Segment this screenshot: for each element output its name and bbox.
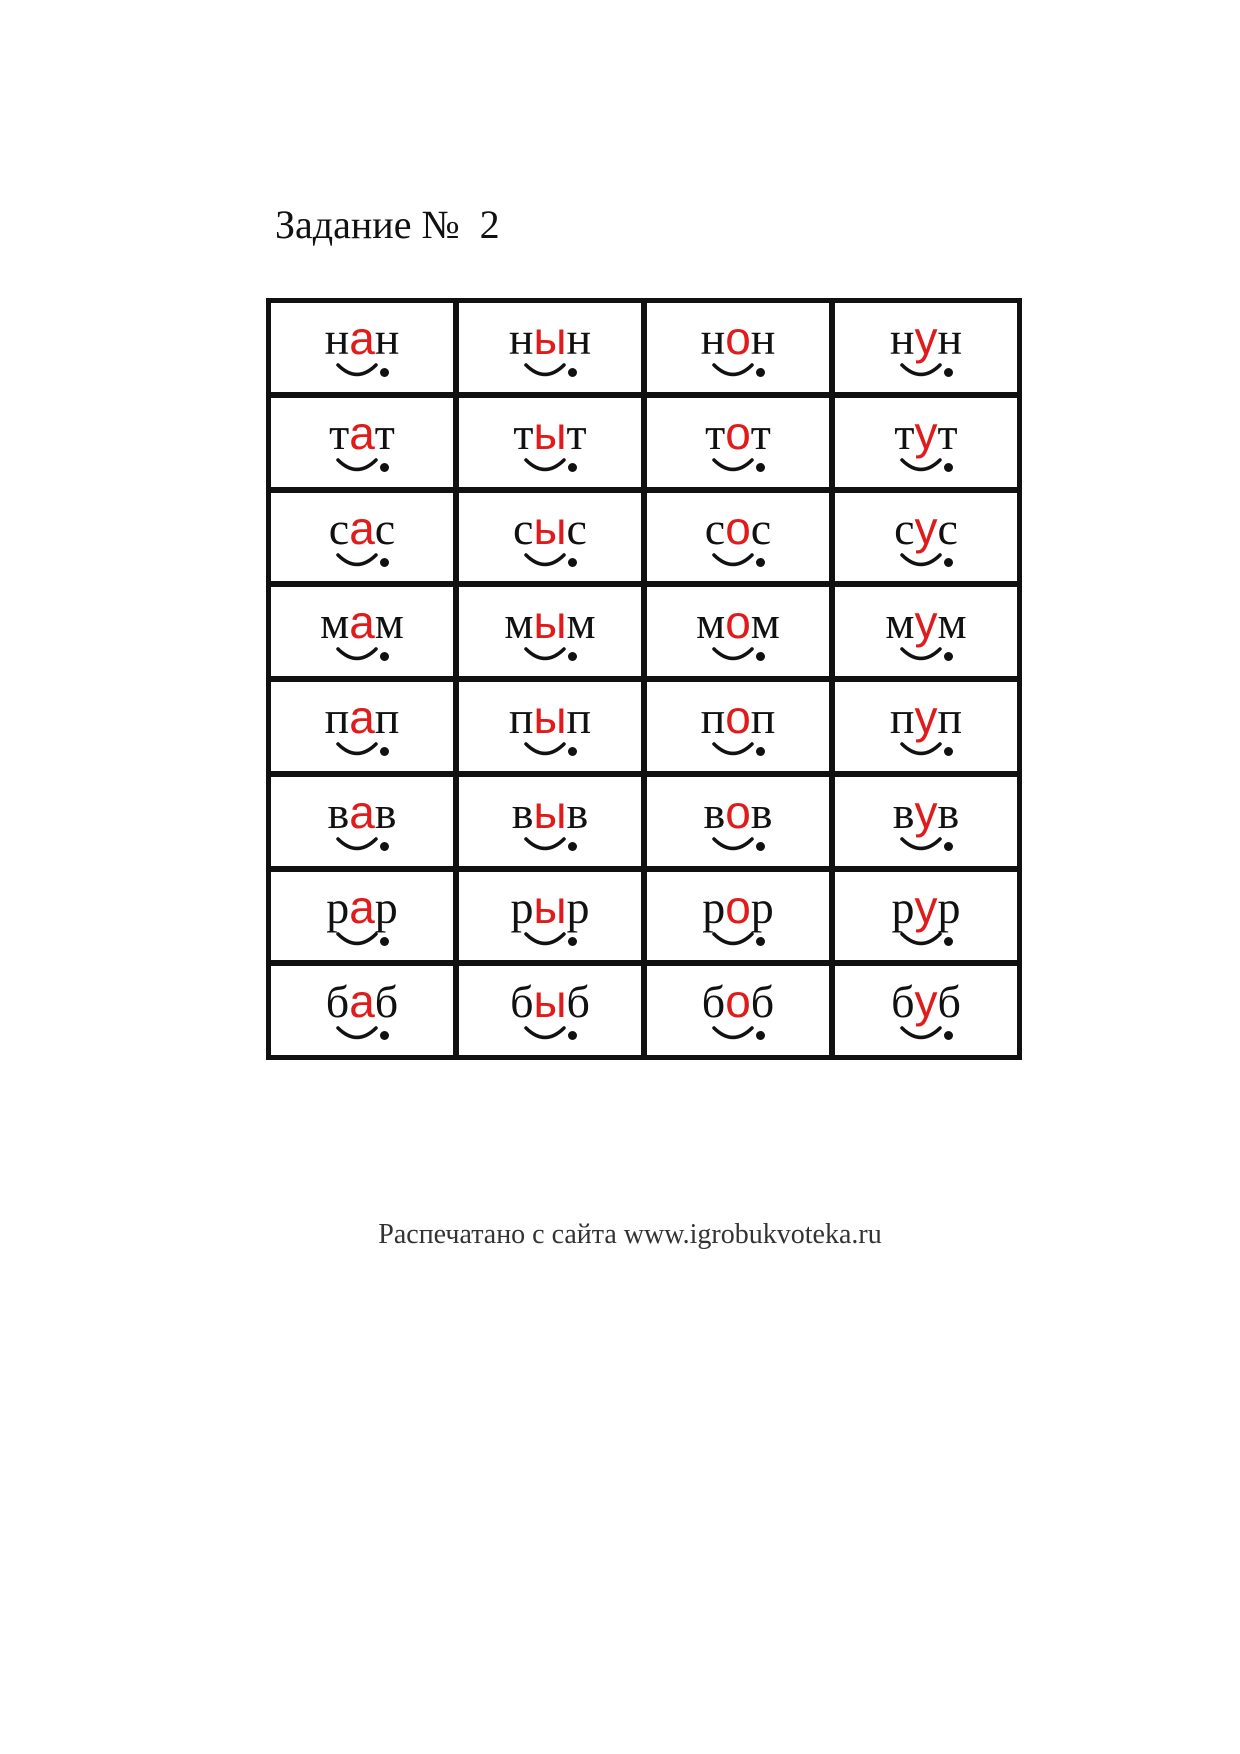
syllable-vowel: у [914, 312, 938, 364]
syllable-card [881, 398, 971, 481]
syllable-vowel: о [725, 975, 751, 1028]
reading-marks [881, 455, 971, 481]
syllable-word [696, 596, 780, 649]
syllable-vowel: у [914, 501, 938, 554]
syllable-last-consonant: м [566, 597, 596, 649]
syllable-cell [271, 966, 453, 1055]
merge-arc-icon [335, 550, 379, 572]
syllable-cell [271, 682, 453, 771]
syllable-last-consonant: т [566, 407, 587, 459]
syllable-last-consonant: с [374, 502, 396, 554]
syllable-last-consonant: т [750, 407, 771, 459]
consonant-dot-icon [568, 1031, 577, 1040]
syllable-card [693, 872, 783, 955]
consonant-dot-icon [380, 368, 389, 377]
merge-arc-icon [335, 739, 379, 761]
merge-arc-icon [899, 929, 943, 951]
merge-arc-icon [711, 360, 755, 382]
syllable-last-consonant: п [566, 692, 592, 743]
footer-source-note: Распечатано с сайта www.igrobukvoteka.ru [378, 1219, 882, 1250]
syllable-vowel: у [914, 880, 938, 933]
syllable-first-consonant: с [894, 502, 915, 554]
syllable-vowel: а [349, 406, 375, 459]
syllable-last-consonant: с [937, 502, 958, 554]
syllable-cell [647, 682, 829, 771]
syllable-word [700, 691, 776, 743]
syllable-first-consonant: р [510, 881, 534, 933]
merge-arc-icon [711, 834, 755, 856]
syllable-word [702, 880, 774, 933]
consonant-dot-icon [756, 558, 765, 567]
syllable-card [317, 966, 407, 1049]
syllable-cell [647, 303, 829, 392]
syllable-vowel: у [914, 975, 938, 1028]
syllable-word [508, 312, 592, 364]
merge-arc-icon [899, 1023, 943, 1045]
syllable-cell [835, 872, 1017, 961]
syllable-cell [271, 398, 453, 487]
syllable-last-consonant: п [374, 692, 400, 743]
syllable-cell [459, 493, 641, 582]
merge-arc-icon [711, 739, 755, 761]
syllable-last-consonant: т [374, 407, 395, 459]
syllable-cell [647, 777, 829, 866]
consonant-dot-icon [568, 842, 577, 851]
syllable-cell [271, 872, 453, 961]
syllable-last-consonant: т [937, 407, 958, 459]
syllable-card [881, 303, 971, 386]
syllable-card [505, 872, 595, 955]
syllable-cell [459, 587, 641, 676]
syllable-card [505, 493, 595, 576]
reading-marks [505, 929, 595, 955]
merge-arc-icon [523, 360, 567, 382]
syllable-card [881, 682, 971, 765]
reading-marks [881, 929, 971, 955]
syllable-first-consonant: т [329, 407, 350, 459]
syllable-word [700, 312, 776, 364]
syllable-word [324, 691, 400, 743]
syllable-cell [835, 682, 1017, 771]
merge-arc-icon [899, 455, 943, 477]
syllable-first-consonant: т [894, 407, 915, 459]
syllable-last-consonant: б [937, 976, 961, 1028]
syllable-card [881, 966, 971, 1049]
syllable-card [693, 587, 783, 670]
syllable-cell [459, 966, 641, 1055]
syllable-card [881, 493, 971, 576]
syllable-first-consonant: н [889, 313, 915, 364]
reading-marks [317, 739, 407, 765]
reading-marks [693, 1023, 783, 1049]
syllable-last-consonant: р [566, 881, 590, 933]
syllable-last-consonant: м [374, 597, 404, 649]
syllable-card [881, 872, 971, 955]
reading-marks [317, 550, 407, 576]
syllable-last-consonant: п [750, 692, 776, 743]
consonant-dot-icon [944, 463, 953, 472]
consonant-dot-icon [944, 558, 953, 567]
syllable-vowel: о [725, 785, 751, 838]
consonant-dot-icon [568, 368, 577, 377]
merge-arc-icon [523, 739, 567, 761]
syllable-card [693, 682, 783, 765]
syllable-word [327, 785, 397, 838]
syllable-cell [459, 872, 641, 961]
consonant-dot-icon [568, 937, 577, 946]
syllable-word [894, 501, 958, 554]
syllable-vowel: о [725, 501, 751, 554]
merge-arc-icon [335, 1023, 379, 1045]
merge-arc-icon [335, 834, 379, 856]
syllable-first-consonant: м [885, 597, 915, 649]
syllable-vowel: ы [533, 975, 567, 1028]
merge-arc-icon [899, 834, 943, 856]
reading-marks [881, 1023, 971, 1049]
syllable-word [328, 501, 396, 554]
syllable-word [703, 785, 773, 838]
syllable-first-consonant: п [324, 692, 350, 743]
reading-marks [317, 834, 407, 860]
syllable-cell [459, 398, 641, 487]
reading-marks [881, 834, 971, 860]
syllable-last-consonant: в [937, 786, 960, 838]
merge-arc-icon [523, 1023, 567, 1045]
consonant-dot-icon [380, 652, 389, 661]
reading-marks [693, 455, 783, 481]
consonant-dot-icon [756, 842, 765, 851]
syllable-vowel: у [914, 596, 938, 649]
syllable-cell [647, 398, 829, 487]
syllable-card [317, 587, 407, 670]
syllable-cell [459, 777, 641, 866]
syllable-first-consonant: м [320, 597, 350, 649]
consonant-dot-icon [756, 463, 765, 472]
syllable-card [317, 303, 407, 386]
syllable-first-consonant: в [327, 786, 350, 838]
syllable-first-consonant: с [704, 502, 726, 554]
reading-marks [505, 550, 595, 576]
syllable-first-consonant: б [701, 976, 726, 1028]
consonant-dot-icon [756, 747, 765, 756]
syllable-card [693, 966, 783, 1049]
merge-arc-icon [523, 929, 567, 951]
merge-arc-icon [335, 929, 379, 951]
syllable-word [704, 501, 772, 554]
syllable-card [693, 493, 783, 576]
syllable-first-consonant: б [325, 976, 350, 1028]
reading-marks [505, 360, 595, 386]
syllable-vowel: о [725, 691, 751, 743]
syllable-last-consonant: в [750, 786, 773, 838]
syllable-word [508, 691, 592, 743]
syllable-vowel: а [349, 501, 375, 554]
merge-arc-icon [523, 834, 567, 856]
syllable-last-consonant: б [566, 976, 590, 1028]
syllable-cell [835, 398, 1017, 487]
consonant-dot-icon [944, 747, 953, 756]
syllable-word [510, 880, 590, 933]
syllable-card [693, 777, 783, 860]
consonant-dot-icon [756, 368, 765, 377]
merge-arc-icon [523, 644, 567, 666]
syllable-first-consonant: с [328, 502, 350, 554]
syllable-first-consonant: в [703, 786, 726, 838]
syllable-card [317, 777, 407, 860]
syllable-first-consonant: б [891, 976, 915, 1028]
syllable-last-consonant: н [566, 313, 592, 364]
reading-marks [693, 644, 783, 670]
reading-marks [505, 739, 595, 765]
syllable-vowel: у [914, 691, 938, 743]
syllable-word [889, 691, 963, 743]
merge-arc-icon [899, 644, 943, 666]
syllable-vowel: о [725, 406, 751, 459]
consonant-dot-icon [944, 937, 953, 946]
syllable-word [513, 406, 587, 459]
merge-arc-icon [335, 360, 379, 382]
syllable-cell [835, 777, 1017, 866]
syllable-cell [459, 303, 641, 392]
syllable-word [325, 975, 399, 1028]
consonant-dot-icon [380, 747, 389, 756]
merge-arc-icon [711, 550, 755, 572]
reading-marks [693, 739, 783, 765]
syllable-word [326, 880, 398, 933]
syllable-vowel: о [725, 312, 751, 364]
consonant-dot-icon [756, 1031, 765, 1040]
syllable-cell [271, 303, 453, 392]
syllable-cell [647, 872, 829, 961]
syllable-card [504, 587, 595, 670]
syllable-cell [835, 493, 1017, 582]
syllable-word [320, 596, 404, 649]
syllable-word [510, 975, 590, 1028]
syllable-first-consonant: п [700, 692, 726, 743]
merge-arc-icon [523, 455, 567, 477]
syllable-vowel: у [914, 785, 938, 838]
syllable-first-consonant: в [511, 786, 534, 838]
syllable-word [892, 785, 960, 838]
syllable-vowel: а [349, 785, 375, 838]
syllable-last-consonant: р [374, 881, 398, 933]
reading-marks [693, 929, 783, 955]
reading-marks [693, 834, 783, 860]
merge-arc-icon [899, 739, 943, 761]
syllable-vowel: о [725, 880, 751, 933]
syllable-cell [647, 587, 829, 676]
merge-arc-icon [711, 455, 755, 477]
syllable-cell [835, 303, 1017, 392]
reading-marks [317, 1023, 407, 1049]
syllable-cell [459, 682, 641, 771]
syllable-vowel: ы [533, 880, 567, 933]
syllable-vowel: ы [533, 406, 567, 459]
merge-arc-icon [711, 929, 755, 951]
syllable-last-consonant: б [750, 976, 775, 1028]
syllable-vowel: а [349, 312, 375, 364]
syllable-first-consonant: н [324, 313, 350, 364]
syllable-vowel: ы [533, 785, 567, 838]
syllable-word [889, 312, 963, 364]
reading-marks [505, 644, 595, 670]
syllable-first-consonant: т [705, 407, 726, 459]
reading-marks [317, 455, 407, 481]
syllable-first-consonant: р [326, 881, 350, 933]
syllable-vowel: о [725, 596, 751, 649]
syllable-last-consonant: н [750, 313, 776, 364]
syllable-first-consonant: р [891, 881, 915, 933]
syllable-last-consonant: м [937, 597, 967, 649]
syllable-card [317, 872, 407, 955]
syllable-first-consonant: с [513, 502, 534, 554]
syllable-vowel: ы [533, 312, 567, 364]
reading-marks [881, 550, 971, 576]
syllable-word [511, 785, 589, 838]
syllable-last-consonant: с [566, 502, 587, 554]
syllable-cell [835, 587, 1017, 676]
syllable-last-consonant: п [937, 692, 963, 743]
syllable-first-consonant: н [508, 313, 534, 364]
reading-marks [881, 739, 971, 765]
syllable-card [505, 966, 595, 1049]
reading-marks [317, 644, 407, 670]
syllable-card [693, 398, 783, 481]
consonant-dot-icon [380, 937, 389, 946]
reading-marks [693, 360, 783, 386]
syllable-grid [266, 298, 1022, 1060]
merge-arc-icon [335, 644, 379, 666]
syllable-card [317, 398, 407, 481]
syllable-vowel: а [349, 596, 375, 649]
syllable-cell [647, 966, 829, 1055]
syllable-first-consonant: б [510, 976, 534, 1028]
syllable-vowel: ы [533, 691, 567, 743]
consonant-dot-icon [568, 652, 577, 661]
consonant-dot-icon [568, 747, 577, 756]
reading-marks [505, 834, 595, 860]
syllable-cell [647, 493, 829, 582]
reading-marks [317, 929, 407, 955]
merge-arc-icon [523, 550, 567, 572]
syllable-word [701, 975, 775, 1028]
syllable-last-consonant: н [937, 313, 963, 364]
reading-marks [505, 1023, 595, 1049]
merge-arc-icon [711, 1023, 755, 1045]
reading-marks [881, 644, 971, 670]
syllable-last-consonant: р [750, 881, 774, 933]
syllable-first-consonant: р [702, 881, 726, 933]
reading-marks [881, 360, 971, 386]
merge-arc-icon [899, 550, 943, 572]
syllable-cell [835, 966, 1017, 1055]
syllable-last-consonant: с [750, 502, 772, 554]
syllable-card [881, 777, 971, 860]
consonant-dot-icon [944, 652, 953, 661]
task-title: Задание № 2 [275, 202, 500, 247]
syllable-first-consonant: н [700, 313, 726, 364]
syllable-first-consonant: м [696, 597, 726, 649]
consonant-dot-icon [380, 842, 389, 851]
syllable-last-consonant: р [937, 881, 961, 933]
syllable-card [881, 587, 971, 670]
syllable-vowel: у [914, 406, 938, 459]
syllable-word [885, 596, 967, 649]
syllable-vowel: а [349, 975, 375, 1028]
consonant-dot-icon [756, 937, 765, 946]
syllable-card [505, 682, 595, 765]
syllable-word [504, 596, 596, 649]
syllable-word [329, 406, 395, 459]
syllable-last-consonant: н [374, 313, 400, 364]
syllable-card [505, 777, 595, 860]
syllable-word [705, 406, 771, 459]
reading-marks [505, 455, 595, 481]
syllable-first-consonant: п [508, 692, 534, 743]
syllable-cell [271, 587, 453, 676]
syllable-word [891, 880, 961, 933]
syllable-cell [271, 777, 453, 866]
syllable-vowel: а [349, 691, 375, 743]
merge-arc-icon [711, 644, 755, 666]
consonant-dot-icon [380, 463, 389, 472]
syllable-last-consonant: м [750, 597, 780, 649]
syllable-first-consonant: т [513, 407, 534, 459]
syllable-card [317, 493, 407, 576]
syllable-word [894, 406, 958, 459]
syllable-last-consonant: б [374, 976, 399, 1028]
syllable-vowel: ы [533, 596, 567, 649]
consonant-dot-icon [944, 1031, 953, 1040]
merge-arc-icon [335, 455, 379, 477]
reading-marks [693, 550, 783, 576]
syllable-card [505, 398, 595, 481]
syllable-word [324, 312, 400, 364]
merge-arc-icon [899, 360, 943, 382]
consonant-dot-icon [380, 558, 389, 567]
syllable-first-consonant: м [504, 597, 534, 649]
syllable-cell [271, 493, 453, 582]
syllable-card [317, 682, 407, 765]
consonant-dot-icon [380, 1031, 389, 1040]
consonant-dot-icon [568, 558, 577, 567]
syllable-word [513, 501, 587, 554]
consonant-dot-icon [944, 368, 953, 377]
syllable-word [891, 975, 961, 1028]
syllable-last-consonant: в [374, 786, 397, 838]
syllable-first-consonant: п [889, 692, 915, 743]
reading-marks [317, 360, 407, 386]
syllable-vowel: а [349, 880, 375, 933]
syllable-vowel: ы [533, 501, 567, 554]
consonant-dot-icon [568, 463, 577, 472]
syllable-last-consonant: в [566, 786, 589, 838]
syllable-first-consonant: в [892, 786, 915, 838]
syllable-card [505, 303, 595, 386]
syllable-card [693, 303, 783, 386]
consonant-dot-icon [944, 842, 953, 851]
consonant-dot-icon [756, 652, 765, 661]
